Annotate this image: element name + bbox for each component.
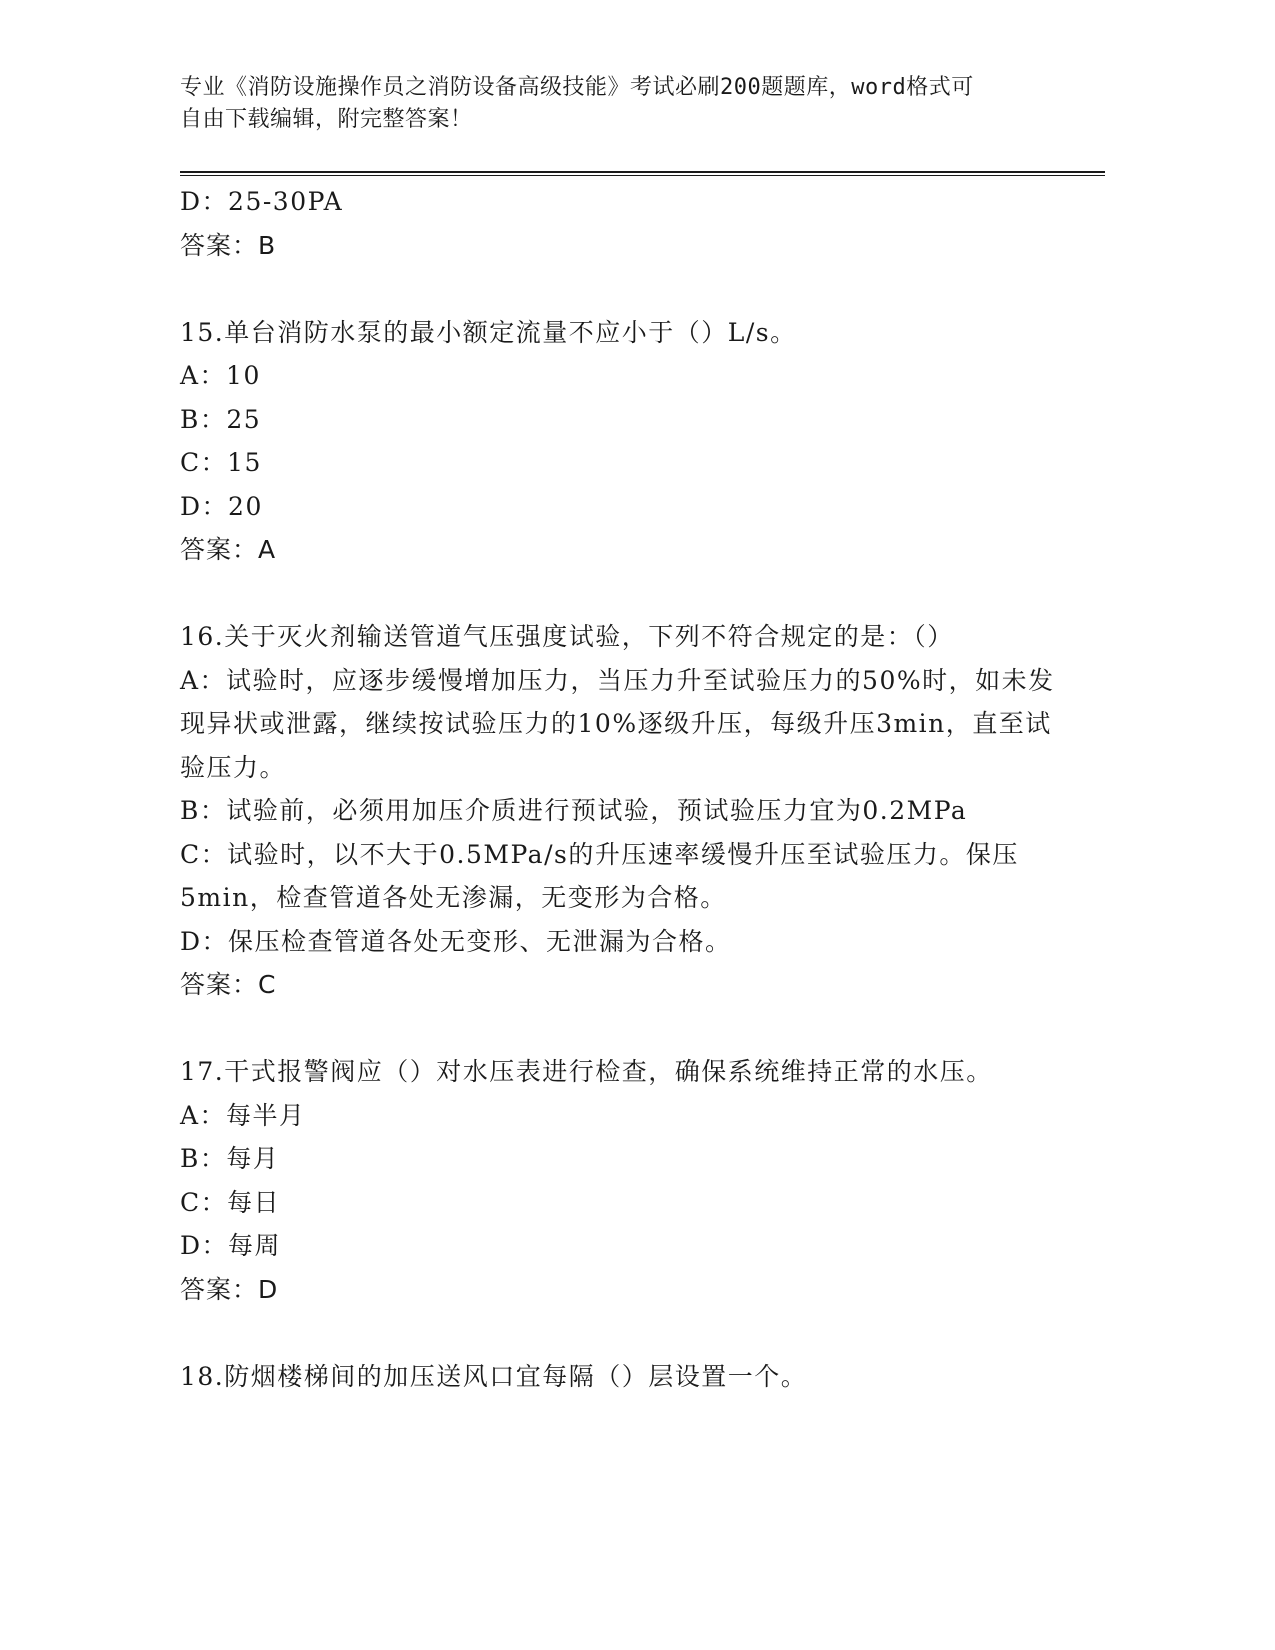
question-stem: 16.关于灭火剂输送管道气压强度试验，下列不符合规定的是：（） xyxy=(180,622,954,651)
question-18 xyxy=(180,1355,1060,1399)
option-d: D：25-30PA xyxy=(180,187,344,216)
header-line-1: 专业《消防设施操作员之消防设备高级技能》考试必刷200题题库，word格式可 xyxy=(180,75,974,100)
option-d: D：20 xyxy=(180,491,263,521)
answer-line: 答案：C xyxy=(180,970,277,999)
option-a: A：每半月 xyxy=(180,1100,306,1130)
header-line-2: 自由下载编辑，附完整答案！ xyxy=(180,107,473,132)
question-15 xyxy=(180,311,1060,572)
option-d: D：保压检查管道各处无变形、无泄漏为合格。 xyxy=(180,926,732,956)
option-b: B：每月 xyxy=(180,1144,280,1173)
option-c: C：试验时，以不大于0.5MPa/s的升压速率缓慢升压至试验压力。保压5min，检查管道各处无渗漏，无变形为合格。 xyxy=(180,839,1019,912)
answer-line: 答案：A xyxy=(180,535,277,564)
answer-line: 答案：D xyxy=(180,1274,279,1304)
question-stem: 18.防烟楼梯间的加压送风口宜每隔（）层设置一个。 xyxy=(180,1361,808,1391)
question-17 xyxy=(180,1050,1060,1311)
answer-line: 答案：B xyxy=(180,230,277,260)
option-d: D：每周 xyxy=(180,1231,282,1260)
option-c: C：每日 xyxy=(180,1187,281,1217)
option-c: C：15 xyxy=(180,448,262,477)
option-b: B：试验前，必须用加压介质进行预试验，预试验压力宜为0.2MPa xyxy=(180,796,968,825)
document-header xyxy=(180,72,1050,136)
option-a: A：10 xyxy=(180,361,261,390)
option-a: A：试验时，应逐步缓慢增加压力，当压力升至试验压力的50%时，如未发现异状或泄露，继续按试验压力的10%逐级升压，每级升压3min，直至试验压力。 xyxy=(180,665,1055,782)
question-16 xyxy=(180,615,1060,1007)
header-rule-thick xyxy=(180,171,1105,173)
question-stem: 17.干式报警阀应（）对水压表进行检查，确保系统维持正常的水压。 xyxy=(180,1057,993,1086)
document-body xyxy=(180,180,1060,1398)
header-rule-thin xyxy=(180,175,1105,176)
previous-question-tail xyxy=(180,180,1060,267)
question-stem: 15.单台消防水泵的最小额定流量不应小于（）L/s。 xyxy=(180,317,797,347)
option-b: B：25 xyxy=(180,404,262,434)
